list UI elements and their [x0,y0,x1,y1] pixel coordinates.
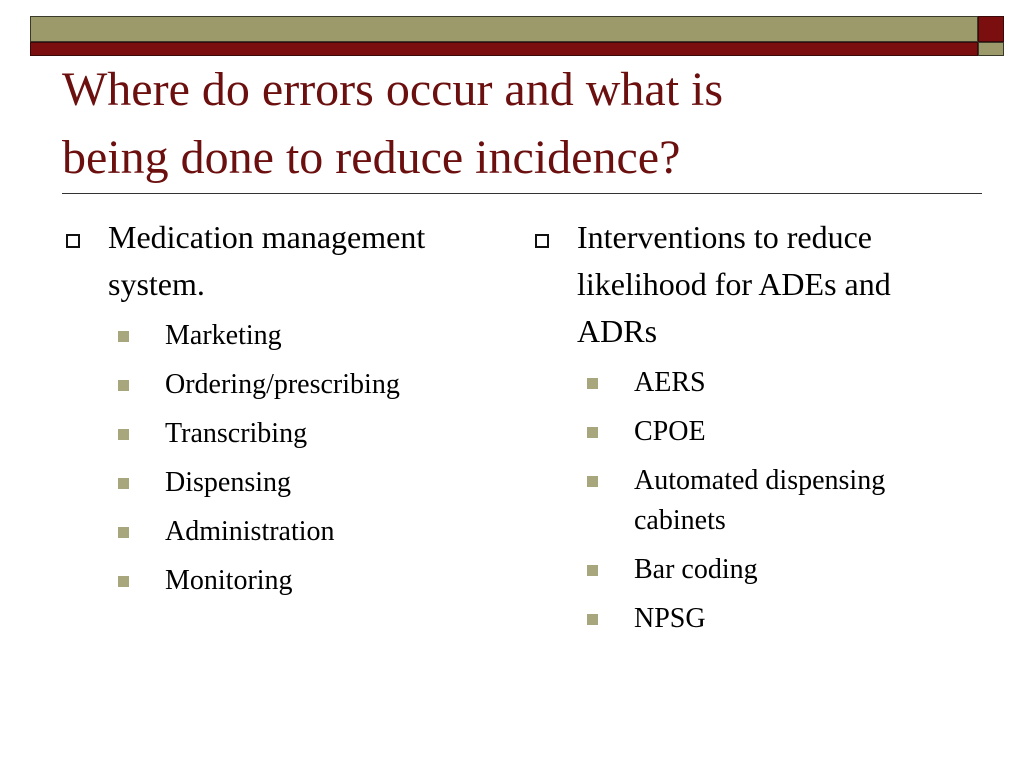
list-item: Dispensing [62,463,482,503]
list-item: Automated dispensing cabinets [531,461,971,541]
banner-olive-square [978,42,1004,56]
square-bullet-icon [118,331,129,342]
banner-maroon-bar [30,42,978,56]
right-sub-list [531,363,971,639]
list-item: CPOE [531,412,971,452]
square-bullet-icon [118,527,129,538]
square-bullet-icon [587,476,598,487]
list-item: NPSG [531,599,971,639]
square-bullet-icon [587,614,598,625]
right-heading-item [531,214,971,355]
square-bullet-icon [587,565,598,576]
banner-olive-bar [30,16,978,42]
list-item: Bar coding [531,550,971,590]
left-sub-list [62,316,482,601]
right-column [531,214,971,648]
list-item: Administration [62,512,482,552]
slide-title [62,56,962,192]
hollow-square-bullet-icon [66,234,80,248]
square-bullet-icon [118,380,129,391]
list-item: Transcribing [62,414,482,454]
square-bullet-icon [118,478,129,489]
right-heading: Interventions to reduce likelihood for ADEs and ADRs [577,219,891,349]
banner-maroon-square [978,16,1004,42]
left-heading: Medication management system. [108,219,426,302]
hollow-square-bullet-icon [535,234,549,248]
square-bullet-icon [118,576,129,587]
square-bullet-icon [587,378,598,389]
list-item: AERS [531,363,971,403]
list-item: Ordering/prescribing [62,365,482,405]
square-bullet-icon [118,429,129,440]
left-column [62,214,482,610]
title-line-1: Where do errors occur and what is [62,63,724,116]
title-line-2: being done to reduce incidence? [62,131,681,184]
square-bullet-icon [587,427,598,438]
list-item: Monitoring [62,561,482,601]
left-heading-item [62,214,482,308]
title-divider [62,193,982,194]
list-item: Marketing [62,316,482,356]
